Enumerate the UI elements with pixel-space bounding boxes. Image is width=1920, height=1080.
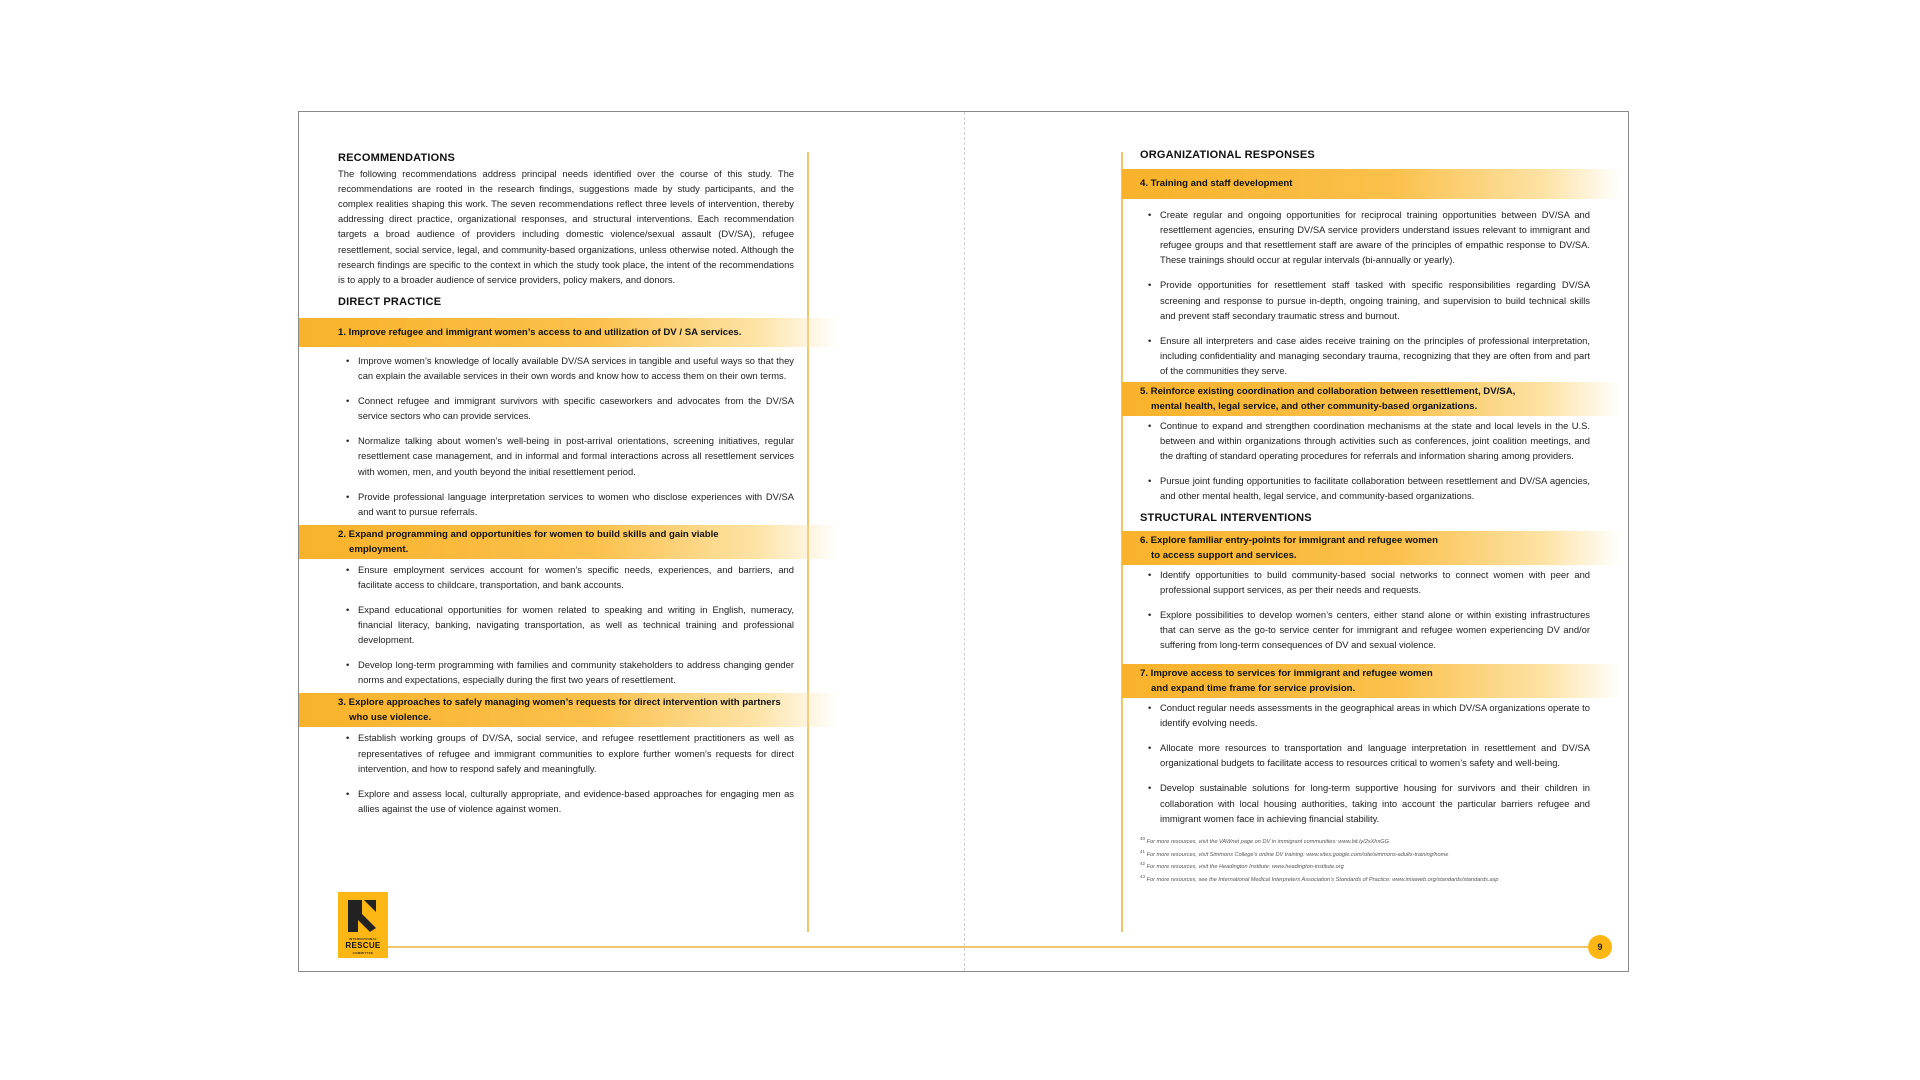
footnotes bbox=[1140, 834, 1590, 885]
list-item: • Allocate more resources to transportation and language interpretation in resettlement and DV/SA organizational budgets to facilitate access to resources critical to women’s safety and well-being. bbox=[1140, 740, 1590, 770]
list-item: • Continue to expand and strengthen coordination mechanisms at the state and local levels in the U.S. between and within organizations through activities such as conferences, joint coalition meetings, and the drafting of standard operating procedures for referrals and information sharing among providers. bbox=[1140, 418, 1590, 463]
recommendations-heading: RECOMMENDATIONS bbox=[338, 152, 456, 164]
document-spread bbox=[298, 111, 1629, 972]
list-item: • Provide professional language interpretation services to women who disclose experiences with DV/SA and want to pursue referrals. bbox=[338, 489, 794, 519]
list-item: • Develop sustainable solutions for long-term supportive housing for survivors and their children in collaboration with local housing authorities, taking into account the particular barriers refugee and immigrant women face in achieving financial stability. bbox=[1140, 780, 1590, 825]
list-item: • Ensure employment services account for women’s specific needs, experiences, and barriers, and facilitate access to childcare, transportation, and bank accounts. bbox=[338, 562, 794, 592]
list-item: • Normalize talking about women’s well-being in post-arrival orientations, screening initiatives, regular resettlement case management, and in informal and formal interactions across all resettlement services with women, men, and youth beyond the initial resettlement period. bbox=[338, 433, 794, 478]
left-page-content bbox=[338, 151, 794, 816]
rec2-bullets bbox=[338, 562, 794, 688]
list-item: • Create regular and ongoing opportunities for reciprocal training opportunities between DV/SA and resettlement agencies, ensuring DV/SA service providers understand issues relevant to immigrant and refugee groups and that resettlement staff are aware of the principles of empathic response to DV/SA. These trainings should occur at regular intervals (bi-annually or yearly). bbox=[1140, 207, 1590, 267]
list-item: • Pursue joint funding opportunities to facilitate collaboration between resettlement and DV/SA agencies, and other mental health, legal service, and community-based organizations. bbox=[1140, 473, 1590, 503]
logo-word: RESCUE bbox=[345, 941, 381, 950]
rec4-bullets bbox=[1140, 207, 1590, 378]
bottom-rule bbox=[388, 946, 1588, 948]
list-item: • Develop long-term programming with families and community stakeholders to address changing gender norms and expectations, especially during the first two years of resettlement. bbox=[338, 657, 794, 687]
rec5-bullets bbox=[1140, 418, 1590, 503]
recommendations-intro: The following recommendations address principal needs identified over the course of this study. The recommendations are rooted in the research findings, suggestions made by study participants, and the complex realities shaping this work. The seven recommendations reflect three levels of intervention, thereby addressing direct practice, organizational responses, and structural interventions. Each recommendation targets a broad audience of providers including domestic violence/sexual assault (DV/SA), refugee resettlement, social service, legal, and community-based organizations, unless otherwise noted. Although the research findings are specific to the context in which the study took place, the intent of the recommendations is to apply to a broader audience of service providers, policy makers, and donors. bbox=[338, 168, 794, 285]
footnote: $^{42}$ For more resources, visit the Headington Institute: www.headington-institute.org bbox=[1140, 861, 1344, 871]
list-item: • Expand educational opportunities for women related to speaking and writing in English, numeracy, financial literacy, banking, navigating transportation, as well as technical training and professional development. bbox=[338, 602, 794, 647]
rec1-bullets bbox=[338, 353, 794, 519]
rec1-title: 1. Improve refugee and immigrant women’s access to and utilization of DV / SA services. bbox=[299, 318, 838, 347]
page-number: 9 bbox=[1588, 935, 1612, 959]
irc-logo bbox=[338, 892, 388, 958]
logo-small-bottom: COMMITTEE bbox=[352, 951, 374, 955]
rec6-title: 6. Explore familiar entry-points for immigrant and refugee women to access support and services. bbox=[1122, 531, 1620, 565]
rec5-title: 5. Reinforce existing coordination and collaboration between resettlement, DV/SA, mental health, legal service, and other community-based organizations. bbox=[1122, 382, 1620, 416]
right-page-content bbox=[1140, 148, 1590, 885]
page-fold bbox=[964, 112, 965, 971]
footnote: $^{41}$ For more resources, visit Simmons College’s online DV training: www.sites.google.com/site/simmons-adults-training/home bbox=[1140, 848, 1449, 858]
list-item: • Improve women’s knowledge of locally available DV/SA services in tangible and useful ways so that they can explain the available services in their own words and know how to access them on their own terms. bbox=[338, 353, 794, 383]
list-item: • Connect refugee and immigrant survivors with specific caseworkers and advocates from the DV/SA service sectors who can provide services. bbox=[338, 393, 794, 423]
list-item: • Ensure all interpreters and case aides receive training on the principles of professional interpretation, including confidentiality and managing secondary trauma, recognizing that they are often from and part of the communities they serve. bbox=[1140, 333, 1590, 378]
rec2-title: 2. Expand programming and opportunities for women to build skills and gain viable employment. bbox=[299, 525, 838, 559]
organizational-responses-heading: ORGANIZATIONAL RESPONSES bbox=[1140, 149, 1315, 161]
list-item: • Provide opportunities for resettlement staff tasked with specific responsibilities regarding DV/SA screening and response to pursue in-depth, ongoing training, and supervision to build technical skills and prevent staff secondary traumatic stress and burnout. bbox=[1140, 277, 1590, 322]
list-item: • Identify opportunities to build community-based social networks to connect women with peer and professional support services, as per their needs and requests. bbox=[1140, 567, 1590, 597]
rec3-title: 3. Explore approaches to safely managing women’s requests for direct intervention with partners who use violence. bbox=[299, 693, 838, 727]
list-item: • Explore and assess local, culturally appropriate, and evidence-based approaches for engaging men as allies against the use of violence against women. bbox=[338, 786, 794, 816]
direct-practice-heading: DIRECT PRACTICE bbox=[338, 295, 442, 308]
rec7-bullets bbox=[1140, 700, 1590, 826]
list-item: • Establish working groups of DV/SA, social service, and refugee resettlement practitioners as well as representatives of refugee and immigrant communities to explore further women’s requests for direct intervention, and how to respond safely and meaningfully. bbox=[338, 730, 794, 775]
logo-mark-icon bbox=[346, 898, 380, 934]
footnote: $^{40}$ For more resources, visit the VAWnet page on DV in immigrant communities: www.bit.ly/2sXhxGG bbox=[1140, 835, 1389, 845]
rec6-bullets bbox=[1140, 567, 1590, 652]
logo-small-top: INTERNATIONAL bbox=[348, 937, 378, 941]
structural-interventions-heading: STRUCTURAL INTERVENTIONS bbox=[1140, 511, 1312, 524]
list-item: • Explore possibilities to develop women’s centers, either stand alone or within existing infrastructures that can serve as the go-to service center for immigrant and refugee women experiencing DV and/or suffering from long-term consequences of DV and sexual violence. bbox=[1140, 607, 1590, 652]
rec4-title: 4. Training and staff development bbox=[1122, 169, 1620, 199]
list-item: • Conduct regular needs assessments in the geographical areas in which DV/SA organizations operate to identify evolving needs. bbox=[1140, 700, 1590, 730]
rec3-bullets bbox=[338, 730, 794, 815]
footnote: $^{43}$ For more resources, see the International Medical Interpreters Association’s Standards of Practice: www.imiaweb.org/standards/standards.asp bbox=[1140, 874, 1499, 884]
rec7-title: 7. Improve access to services for immigrant and refugee women and expand time frame for service provision. bbox=[1122, 664, 1620, 698]
